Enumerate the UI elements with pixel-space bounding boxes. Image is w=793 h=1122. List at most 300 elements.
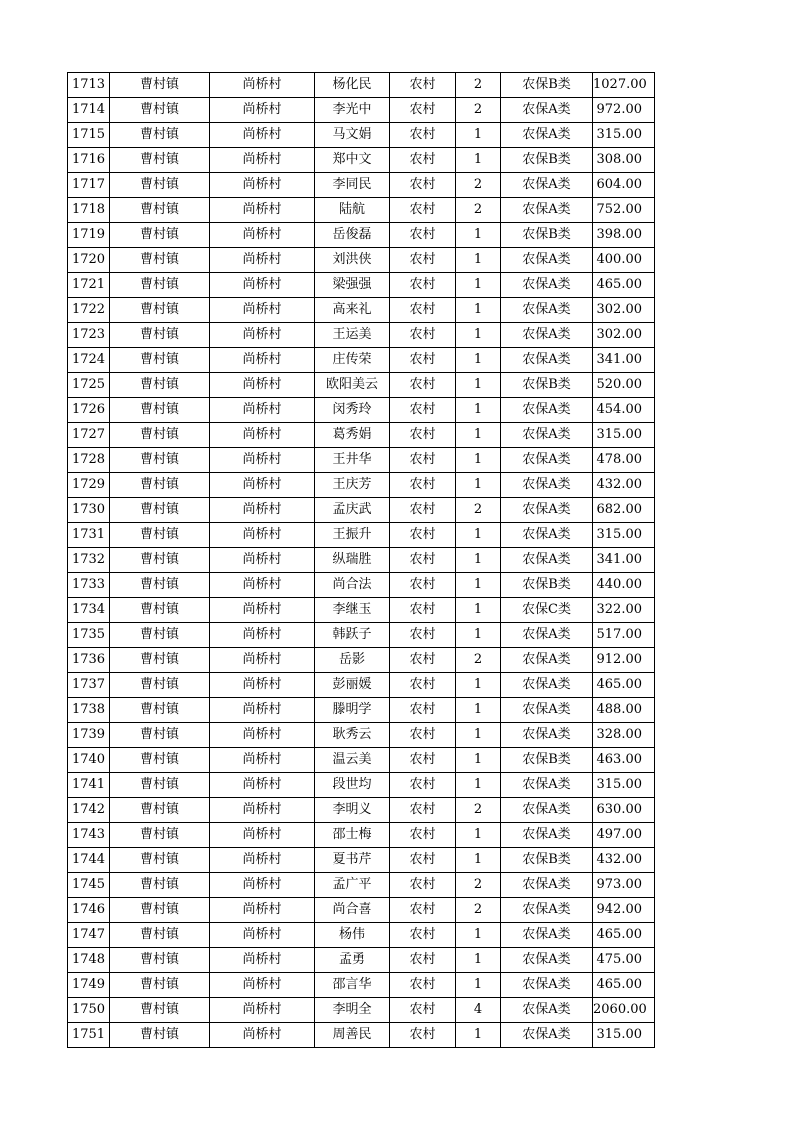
table-row <box>68 523 655 548</box>
person-name-cell: 纵瑞胜 <box>315 548 390 573</box>
amount-cell: 315.00 <box>593 1023 655 1048</box>
row-number-cell: 1748 <box>68 948 110 973</box>
household-type-cell: 农村 <box>390 798 456 823</box>
row-number-cell: 1720 <box>68 248 110 273</box>
insurance-category-cell: 农保B类 <box>501 848 593 873</box>
household-type-cell: 农村 <box>390 248 456 273</box>
amount-cell: 400.00 <box>593 248 655 273</box>
town-cell: 曹村镇 <box>110 523 210 548</box>
table-row <box>68 573 655 598</box>
member-count-cell: 1 <box>456 823 501 848</box>
insurance-category-cell: 农保A类 <box>501 348 593 373</box>
town-cell: 曹村镇 <box>110 623 210 648</box>
person-name-cell: 韩跃子 <box>315 623 390 648</box>
person-name-cell: 王井华 <box>315 448 390 473</box>
person-name-cell: 尚合法 <box>315 573 390 598</box>
amount-cell: 972.00 <box>593 98 655 123</box>
row-number-cell: 1719 <box>68 223 110 248</box>
table-row <box>68 923 655 948</box>
person-name-cell: 马文娟 <box>315 123 390 148</box>
town-cell: 曹村镇 <box>110 148 210 173</box>
town-cell: 曹村镇 <box>110 423 210 448</box>
table-row <box>68 473 655 498</box>
village-cell: 尚桥村 <box>210 648 315 673</box>
amount-cell: 488.00 <box>593 698 655 723</box>
row-number-cell: 1749 <box>68 973 110 998</box>
person-name-cell: 闵秀玲 <box>315 398 390 423</box>
household-type-cell: 农村 <box>390 423 456 448</box>
amount-cell: 497.00 <box>593 823 655 848</box>
amount-cell: 328.00 <box>593 723 655 748</box>
member-count-cell: 1 <box>456 473 501 498</box>
table-row <box>68 998 655 1023</box>
member-count-cell: 1 <box>456 123 501 148</box>
table-row <box>68 623 655 648</box>
amount-cell: 520.00 <box>593 373 655 398</box>
town-cell: 曹村镇 <box>110 948 210 973</box>
member-count-cell: 1 <box>456 1023 501 1048</box>
household-type-cell: 农村 <box>390 898 456 923</box>
village-cell: 尚桥村 <box>210 423 315 448</box>
village-cell: 尚桥村 <box>210 198 315 223</box>
table-row <box>68 98 655 123</box>
amount-cell: 478.00 <box>593 448 655 473</box>
amount-cell: 630.00 <box>593 798 655 823</box>
amount-cell: 315.00 <box>593 773 655 798</box>
row-number-cell: 1714 <box>68 98 110 123</box>
member-count-cell: 1 <box>456 148 501 173</box>
person-name-cell: 尚合喜 <box>315 898 390 923</box>
village-cell: 尚桥村 <box>210 898 315 923</box>
village-cell: 尚桥村 <box>210 498 315 523</box>
member-count-cell: 2 <box>456 798 501 823</box>
insurance-category-cell: 农保B类 <box>501 573 593 598</box>
row-number-cell: 1733 <box>68 573 110 598</box>
row-number-cell: 1715 <box>68 123 110 148</box>
insurance-category-cell: 农保A类 <box>501 323 593 348</box>
household-type-cell: 农村 <box>390 973 456 998</box>
insurance-category-cell: 农保A类 <box>501 298 593 323</box>
household-type-cell: 农村 <box>390 948 456 973</box>
village-cell: 尚桥村 <box>210 773 315 798</box>
member-count-cell: 2 <box>456 73 501 98</box>
person-name-cell: 孟庆武 <box>315 498 390 523</box>
table-row <box>68 448 655 473</box>
member-count-cell: 1 <box>456 923 501 948</box>
insurance-category-cell: 农保A类 <box>501 898 593 923</box>
insurance-category-cell: 农保B类 <box>501 223 593 248</box>
village-cell: 尚桥村 <box>210 923 315 948</box>
town-cell: 曹村镇 <box>110 373 210 398</box>
member-count-cell: 1 <box>456 573 501 598</box>
household-type-cell: 农村 <box>390 823 456 848</box>
amount-cell: 1027.00 <box>593 73 655 98</box>
table-row <box>68 123 655 148</box>
household-type-cell: 农村 <box>390 373 456 398</box>
amount-cell: 912.00 <box>593 648 655 673</box>
row-number-cell: 1741 <box>68 773 110 798</box>
village-cell: 尚桥村 <box>210 98 315 123</box>
insurance-category-cell: 农保A类 <box>501 548 593 573</box>
person-name-cell: 葛秀娟 <box>315 423 390 448</box>
amount-cell: 604.00 <box>593 173 655 198</box>
person-name-cell: 李明义 <box>315 798 390 823</box>
village-cell: 尚桥村 <box>210 448 315 473</box>
insurance-category-cell: 农保A类 <box>501 198 593 223</box>
household-type-cell: 农村 <box>390 723 456 748</box>
person-name-cell: 庄传荣 <box>315 348 390 373</box>
row-number-cell: 1725 <box>68 373 110 398</box>
row-number-cell: 1744 <box>68 848 110 873</box>
row-number-cell: 1730 <box>68 498 110 523</box>
person-name-cell: 杨伟 <box>315 923 390 948</box>
town-cell: 曹村镇 <box>110 573 210 598</box>
person-name-cell: 李明全 <box>315 998 390 1023</box>
village-cell: 尚桥村 <box>210 473 315 498</box>
row-number-cell: 1718 <box>68 198 110 223</box>
row-number-cell: 1739 <box>68 723 110 748</box>
row-number-cell: 1737 <box>68 673 110 698</box>
member-count-cell: 1 <box>456 973 501 998</box>
insurance-category-cell: 农保A类 <box>501 1023 593 1048</box>
village-cell: 尚桥村 <box>210 223 315 248</box>
row-number-cell: 1713 <box>68 73 110 98</box>
table-row <box>68 323 655 348</box>
row-number-cell: 1745 <box>68 873 110 898</box>
member-count-cell: 1 <box>456 448 501 473</box>
table-row <box>68 848 655 873</box>
table-row <box>68 648 655 673</box>
insurance-category-cell: 农保A类 <box>501 498 593 523</box>
table-row <box>68 973 655 998</box>
person-name-cell: 孟勇 <box>315 948 390 973</box>
amount-cell: 432.00 <box>593 473 655 498</box>
insurance-category-cell: 农保A类 <box>501 873 593 898</box>
household-type-cell: 农村 <box>390 498 456 523</box>
row-number-cell: 1728 <box>68 448 110 473</box>
amount-cell: 682.00 <box>593 498 655 523</box>
table-row <box>68 798 655 823</box>
table-row <box>68 548 655 573</box>
town-cell: 曹村镇 <box>110 73 210 98</box>
member-count-cell: 2 <box>456 98 501 123</box>
member-count-cell: 2 <box>456 873 501 898</box>
town-cell: 曹村镇 <box>110 723 210 748</box>
household-type-cell: 农村 <box>390 548 456 573</box>
household-type-cell: 农村 <box>390 598 456 623</box>
town-cell: 曹村镇 <box>110 873 210 898</box>
table-row <box>68 598 655 623</box>
person-name-cell: 高来礼 <box>315 298 390 323</box>
town-cell: 曹村镇 <box>110 123 210 148</box>
town-cell: 曹村镇 <box>110 273 210 298</box>
amount-cell: 465.00 <box>593 273 655 298</box>
insurance-category-cell: 农保A类 <box>501 998 593 1023</box>
town-cell: 曹村镇 <box>110 998 210 1023</box>
row-number-cell: 1736 <box>68 648 110 673</box>
amount-cell: 973.00 <box>593 873 655 898</box>
insurance-category-cell: 农保A类 <box>501 798 593 823</box>
village-cell: 尚桥村 <box>210 698 315 723</box>
town-cell: 曹村镇 <box>110 248 210 273</box>
row-number-cell: 1722 <box>68 298 110 323</box>
table-row <box>68 173 655 198</box>
insurance-category-cell: 农保A类 <box>501 173 593 198</box>
village-cell: 尚桥村 <box>210 373 315 398</box>
insurance-category-cell: 农保A类 <box>501 648 593 673</box>
person-name-cell: 李同民 <box>315 173 390 198</box>
village-cell: 尚桥村 <box>210 948 315 973</box>
person-name-cell: 欧阳美云 <box>315 373 390 398</box>
member-count-cell: 1 <box>456 598 501 623</box>
household-type-cell: 农村 <box>390 323 456 348</box>
household-type-cell: 农村 <box>390 673 456 698</box>
insurance-category-cell: 农保A类 <box>501 398 593 423</box>
table-row <box>68 723 655 748</box>
insurance-category-cell: 农保A类 <box>501 973 593 998</box>
insurance-category-cell: 农保B类 <box>501 373 593 398</box>
person-name-cell: 王庆芳 <box>315 473 390 498</box>
village-cell: 尚桥村 <box>210 623 315 648</box>
household-type-cell: 农村 <box>390 73 456 98</box>
person-name-cell: 邵言华 <box>315 973 390 998</box>
village-cell: 尚桥村 <box>210 748 315 773</box>
table-row <box>68 748 655 773</box>
row-number-cell: 1732 <box>68 548 110 573</box>
row-number-cell: 1742 <box>68 798 110 823</box>
household-type-cell: 农村 <box>390 348 456 373</box>
town-cell: 曹村镇 <box>110 898 210 923</box>
insurance-category-cell: 农保A类 <box>501 948 593 973</box>
village-cell: 尚桥村 <box>210 573 315 598</box>
town-cell: 曹村镇 <box>110 473 210 498</box>
village-cell: 尚桥村 <box>210 848 315 873</box>
person-name-cell: 岳影 <box>315 648 390 673</box>
roster-body <box>68 73 655 1048</box>
household-type-cell: 农村 <box>390 148 456 173</box>
village-cell: 尚桥村 <box>210 248 315 273</box>
person-name-cell: 孟广平 <box>315 873 390 898</box>
table-row <box>68 248 655 273</box>
household-type-cell: 农村 <box>390 173 456 198</box>
table-row <box>68 698 655 723</box>
town-cell: 曹村镇 <box>110 848 210 873</box>
amount-cell: 465.00 <box>593 973 655 998</box>
town-cell: 曹村镇 <box>110 598 210 623</box>
town-cell: 曹村镇 <box>110 323 210 348</box>
row-number-cell: 1747 <box>68 923 110 948</box>
town-cell: 曹村镇 <box>110 548 210 573</box>
insurance-category-cell: 农保B类 <box>501 148 593 173</box>
village-cell: 尚桥村 <box>210 998 315 1023</box>
village-cell: 尚桥村 <box>210 323 315 348</box>
table-row <box>68 298 655 323</box>
insurance-category-cell: 农保A类 <box>501 473 593 498</box>
person-name-cell: 岳俊磊 <box>315 223 390 248</box>
person-name-cell: 滕明学 <box>315 698 390 723</box>
row-number-cell: 1740 <box>68 748 110 773</box>
row-number-cell: 1727 <box>68 423 110 448</box>
household-type-cell: 农村 <box>390 448 456 473</box>
town-cell: 曹村镇 <box>110 823 210 848</box>
member-count-cell: 1 <box>456 523 501 548</box>
table-row <box>68 73 655 98</box>
table-row <box>68 498 655 523</box>
insurance-category-cell: 农保A类 <box>501 823 593 848</box>
person-name-cell: 梁强强 <box>315 273 390 298</box>
household-type-cell: 农村 <box>390 848 456 873</box>
town-cell: 曹村镇 <box>110 98 210 123</box>
person-name-cell: 耿秀云 <box>315 723 390 748</box>
town-cell: 曹村镇 <box>110 348 210 373</box>
row-number-cell: 1721 <box>68 273 110 298</box>
member-count-cell: 1 <box>456 248 501 273</box>
insurance-category-cell: 农保A类 <box>501 423 593 448</box>
person-name-cell: 段世均 <box>315 773 390 798</box>
village-cell: 尚桥村 <box>210 673 315 698</box>
table-row <box>68 823 655 848</box>
amount-cell: 341.00 <box>593 548 655 573</box>
member-count-cell: 1 <box>456 548 501 573</box>
village-cell: 尚桥村 <box>210 173 315 198</box>
village-cell: 尚桥村 <box>210 723 315 748</box>
member-count-cell: 1 <box>456 223 501 248</box>
table-row <box>68 373 655 398</box>
amount-cell: 322.00 <box>593 598 655 623</box>
amount-cell: 465.00 <box>593 673 655 698</box>
household-type-cell: 农村 <box>390 998 456 1023</box>
person-name-cell: 郑中文 <box>315 148 390 173</box>
insurance-category-cell: 农保A类 <box>501 273 593 298</box>
household-type-cell: 农村 <box>390 698 456 723</box>
amount-cell: 942.00 <box>593 898 655 923</box>
town-cell: 曹村镇 <box>110 973 210 998</box>
town-cell: 曹村镇 <box>110 173 210 198</box>
member-count-cell: 1 <box>456 723 501 748</box>
table-row <box>68 1023 655 1048</box>
amount-cell: 463.00 <box>593 748 655 773</box>
person-name-cell: 杨化民 <box>315 73 390 98</box>
member-count-cell: 1 <box>456 698 501 723</box>
household-type-cell: 农村 <box>390 123 456 148</box>
amount-cell: 315.00 <box>593 523 655 548</box>
amount-cell: 465.00 <box>593 923 655 948</box>
member-count-cell: 1 <box>456 948 501 973</box>
row-number-cell: 1716 <box>68 148 110 173</box>
member-count-cell: 4 <box>456 998 501 1023</box>
insurance-category-cell: 农保A类 <box>501 773 593 798</box>
household-type-cell: 农村 <box>390 623 456 648</box>
household-type-cell: 农村 <box>390 298 456 323</box>
row-number-cell: 1723 <box>68 323 110 348</box>
person-name-cell: 夏书芹 <box>315 848 390 873</box>
row-number-cell: 1734 <box>68 598 110 623</box>
insurance-category-cell: 农保A类 <box>501 723 593 748</box>
town-cell: 曹村镇 <box>110 198 210 223</box>
person-name-cell: 彭丽媛 <box>315 673 390 698</box>
amount-cell: 315.00 <box>593 123 655 148</box>
town-cell: 曹村镇 <box>110 448 210 473</box>
member-count-cell: 1 <box>456 398 501 423</box>
household-type-cell: 农村 <box>390 773 456 798</box>
table-row <box>68 223 655 248</box>
row-number-cell: 1735 <box>68 623 110 648</box>
village-cell: 尚桥村 <box>210 548 315 573</box>
member-count-cell: 1 <box>456 773 501 798</box>
amount-cell: 302.00 <box>593 298 655 323</box>
amount-cell: 2060.00 <box>593 998 655 1023</box>
member-count-cell: 1 <box>456 323 501 348</box>
village-cell: 尚桥村 <box>210 523 315 548</box>
table-row <box>68 198 655 223</box>
amount-cell: 315.00 <box>593 423 655 448</box>
person-name-cell: 王振升 <box>315 523 390 548</box>
amount-cell: 432.00 <box>593 848 655 873</box>
table-row <box>68 273 655 298</box>
household-type-cell: 农村 <box>390 923 456 948</box>
household-type-cell: 农村 <box>390 273 456 298</box>
household-type-cell: 农村 <box>390 223 456 248</box>
insurance-category-cell: 农保A类 <box>501 248 593 273</box>
amount-cell: 440.00 <box>593 573 655 598</box>
village-cell: 尚桥村 <box>210 398 315 423</box>
village-cell: 尚桥村 <box>210 1023 315 1048</box>
row-number-cell: 1724 <box>68 348 110 373</box>
insurance-category-cell: 农保A类 <box>501 923 593 948</box>
person-name-cell: 周善民 <box>315 1023 390 1048</box>
table-row <box>68 873 655 898</box>
row-number-cell: 1731 <box>68 523 110 548</box>
insurance-category-cell: 农保A类 <box>501 698 593 723</box>
member-count-cell: 2 <box>456 498 501 523</box>
household-type-cell: 农村 <box>390 473 456 498</box>
amount-cell: 398.00 <box>593 223 655 248</box>
village-cell: 尚桥村 <box>210 273 315 298</box>
table-row <box>68 348 655 373</box>
town-cell: 曹村镇 <box>110 673 210 698</box>
village-cell: 尚桥村 <box>210 73 315 98</box>
village-cell: 尚桥村 <box>210 348 315 373</box>
member-count-cell: 1 <box>456 673 501 698</box>
household-type-cell: 农村 <box>390 873 456 898</box>
table-row <box>68 398 655 423</box>
member-count-cell: 1 <box>456 748 501 773</box>
amount-cell: 454.00 <box>593 398 655 423</box>
household-type-cell: 农村 <box>390 748 456 773</box>
town-cell: 曹村镇 <box>110 773 210 798</box>
person-name-cell: 刘洪侠 <box>315 248 390 273</box>
insurance-category-cell: 农保B类 <box>501 73 593 98</box>
row-number-cell: 1743 <box>68 823 110 848</box>
row-number-cell: 1717 <box>68 173 110 198</box>
table-row <box>68 423 655 448</box>
village-cell: 尚桥村 <box>210 973 315 998</box>
amount-cell: 475.00 <box>593 948 655 973</box>
member-count-cell: 1 <box>456 298 501 323</box>
table-row <box>68 148 655 173</box>
row-number-cell: 1751 <box>68 1023 110 1048</box>
amount-cell: 341.00 <box>593 348 655 373</box>
person-name-cell: 李继玉 <box>315 598 390 623</box>
household-type-cell: 农村 <box>390 198 456 223</box>
row-number-cell: 1738 <box>68 698 110 723</box>
row-number-cell: 1726 <box>68 398 110 423</box>
insurance-category-cell: 农保A类 <box>501 673 593 698</box>
household-type-cell: 农村 <box>390 398 456 423</box>
amount-cell: 752.00 <box>593 198 655 223</box>
village-cell: 尚桥村 <box>210 298 315 323</box>
town-cell: 曹村镇 <box>110 648 210 673</box>
